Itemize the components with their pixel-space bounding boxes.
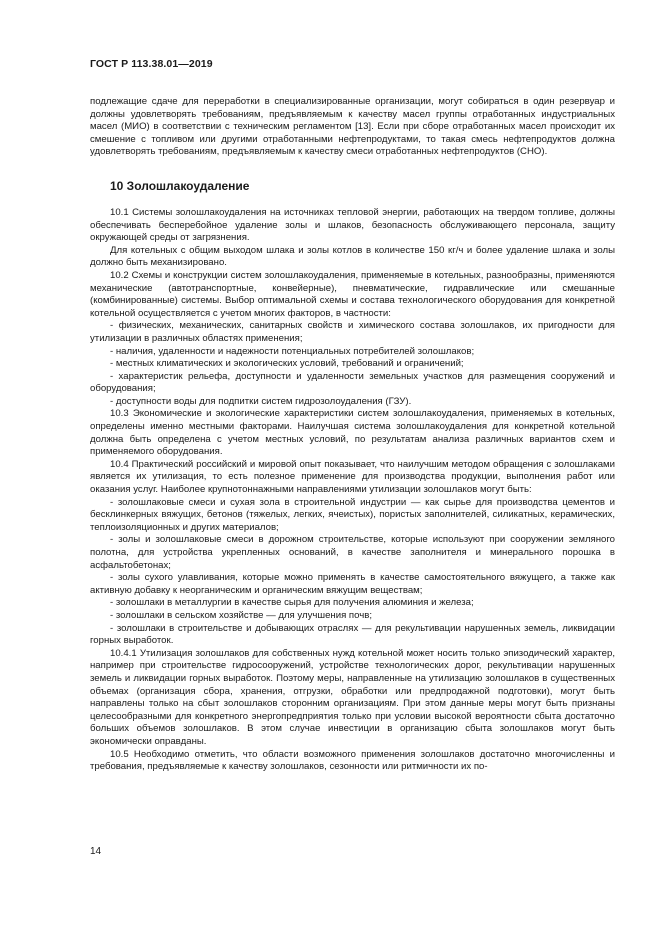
document-body [90,96,615,774]
standard-designation: ГОСТ Р 113.38.01—2019 [90,58,213,70]
list-item: - золошлаки в металлургии в качестве сырья для получения алюминия и железа; [110,597,474,609]
paragraph-10-4-1: 10.4.1 Утилизация золошлаков для собственных нужд котельной может носить только эпизодический характер, например при строительстве гидросооружений, устройстве технологических дорог, рекультивации нарушенных земель и ликвидации горных выработок. Поэтому меры, направленные на утилизацию золошлаков в существенных объемах (организация сбора, хранения, отгрузки, обработки или предпродажной подготовки), могут быть направлены только на сбыт золошлаков сторонним организациям. При этом данные меры могут быть признаны целесообразными для конкретного энергопредприятия только при условии высокой вероятности сбыта достаточно больших объемов золошлаков. В этом случае инвестиции в организацию сбыта золошлаков могут быть экономически оправданы. [90,647,615,747]
list-item: - золошлаковые смеси и сухая зола в строительной индустрии — как сырье для производства цементов и бесклинкерных вяжущих, бетонов (тяжелых, легких, ячеистых), пористых заполнителей, силикатных, керамических, теплоизоляционных и других материалов; [90,496,615,533]
list-item: - золошлаки в сельском хозяйстве — для улучшения почв; [110,609,373,621]
paragraph-10-5: 10.5 Необходимо отметить, что области возможного применения золошлаков достаточно многочисленны и требования, предъявляемые к качеству золошлаков, сезонности или ритмичности их по- [90,748,615,773]
paragraph-10-2: 10.2 Схемы и конструкции систем золошлакоудаления, применяемые в котельных, разнообразны, применяются механические (автотранспортные, конвейерные), пневматические, гидравлические или смешанные (комбинированные) системы. Выбор оптимальной схемы и состава технологического оборудования для конкретной котельной осуществляется с учетом многих факторов, в частности: [90,269,615,319]
list-item: - золы сухого улавливания, которые можно применять в качестве самостоятельного вяжущего, а также как активную добавку к неорганическим и органическим вяжущим веществам; [90,572,615,596]
list-item: - золошлаки в строительстве и добывающих отраслях — для рекультивации нарушенных земель, ликвидации горных выработок. [90,622,615,647]
list-item: - доступности воды для подпитки систем гидрозолоудаления (ГЗУ). [110,395,412,407]
list-item: - наличия, удаленности и надежности потенциальных потребителей золошлаков; [110,345,475,357]
list-item: - характеристик рельефа, доступности и удаленности земельных участков для размещения сооружений и оборудования; [90,370,615,395]
list-item: - физических, механических, санитарных свойств и химического состава золошлаков, их пригодности для утилизации в различных областях применения; [90,320,615,344]
paragraph-10-4: 10.4 Практический российский и мировой опыт показывает, что наилучшим методом обращения с золошлаками является их утилизация, то есть полезное применение для производства продукции, выполнения работ или оказания услуг. Наиболее крупнотоннажными направлениями утилизации золошлаков могут быть: [90,458,615,496]
list-item: - золы и золошлаковые смеси в дорожном строительстве, которые используют при сооружении земляного полотна, для устройства укрепленных оснований, в качестве заполнителя и минерального порошка в асфальтобетонах; [90,534,615,571]
list-item: - местных климатических и экологических условий, требований и ограничений; [110,358,464,370]
section-heading: 10 Золошлакоудаление [110,178,250,193]
paragraph-150kg: Для котельных с общим выходом шлака и золы котлов в количестве 150 кг/ч и более удаление шлака и золы должно быть механизировано. [90,244,615,269]
paragraph-10-3: 10.3 Экономические и экологические характеристики систем золошлакоудаления, применяемых в котельных, определены именно местными факторами. Наилучшая система золошлакоудаления для конкретной котельной должна быть определена с учетом местных условий, по результатам анализа различных вариантов схем и применяемого оборудования. [90,408,615,458]
paragraph-10-1: 10.1 Системы золошлакоудаления на источниках тепловой энергии, работающих на твердом топливе, должны обеспечивать бесперебойное удаление золы и шлаков, безопасность обслуживающего персонала, защиту окружающей среды от загрязнения. [90,206,615,244]
page-number: 14 [90,846,102,857]
intro-paragraph: подлежащие сдаче для переработки в специализированные организации, могут собираться в один резервуар и должны удовлетворять требованиям, предъявляемым к качеству масел группы отработанных индустриальных масел (МИО) в соответствии с техническим регламентом [13]. Если при сборе отработанных масел происходит их смешение с топливом или другими отработанными нефтепродуктами, то такая смесь нефтепродуктов должна удовлетворять требованиям, предъявляемым к качеству смеси отработанных нефтепродуктов (СНО). [90,96,615,158]
